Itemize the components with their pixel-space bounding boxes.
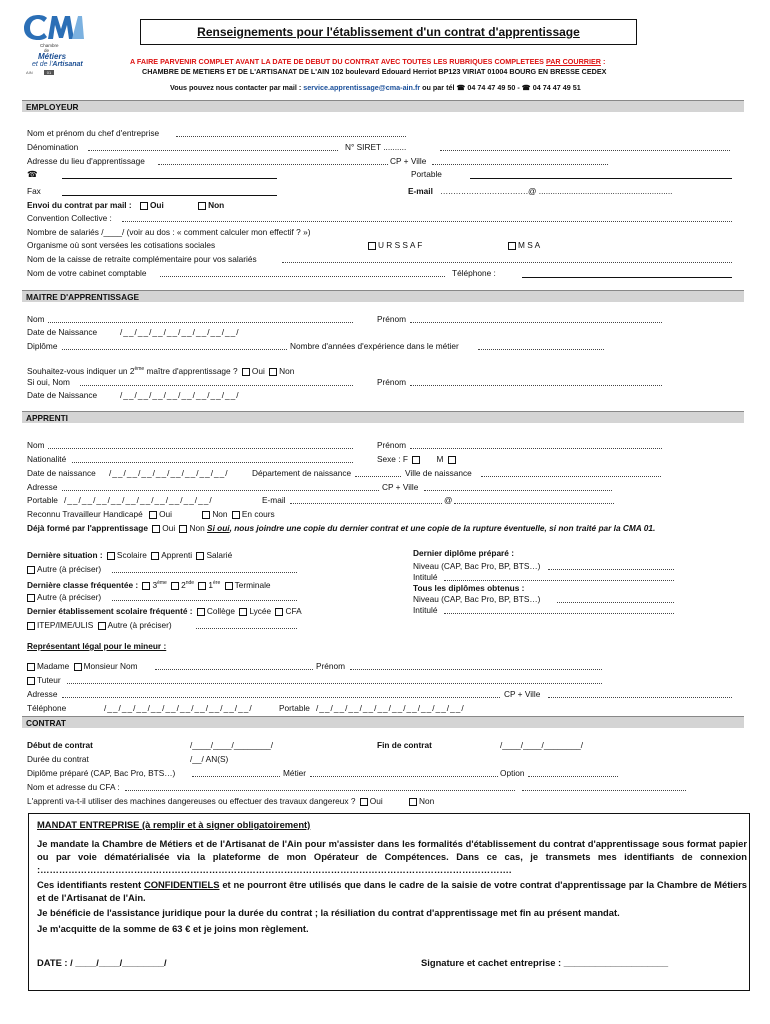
field-maitre-naissance[interactable]: /__/__/__/__/__/__/__/__/	[120, 327, 240, 337]
label-maitre-diplome: Diplôme	[27, 341, 58, 351]
phone-icon: ☎	[27, 169, 38, 179]
section-apprenti: APPRENTI	[22, 411, 744, 423]
field-intitule[interactable]	[444, 572, 674, 581]
rth-oui[interactable]	[149, 511, 157, 519]
logo-badge: 01	[44, 70, 54, 75]
mandat-date[interactable]: DATE : / ____/____/________/	[37, 957, 167, 968]
field-rep-telephone[interactable]: /__/__/__/__/__/__/__/__/__/__/	[104, 703, 253, 713]
field-tuteur[interactable]	[67, 675, 602, 684]
field-maitre2-prenom[interactable]	[410, 377, 662, 386]
envoi-non-checkbox[interactable]	[198, 202, 206, 210]
mandat-box	[28, 813, 750, 991]
madame-checkbox[interactable]	[27, 663, 35, 671]
second-maitre-question: Souhaitez-vous indiquer un 2ème maître d'apprentissage ? Oui Non	[27, 365, 295, 376]
label-email: E-mail	[408, 186, 433, 196]
field-duree[interactable]: /__/ AN(S)	[190, 754, 229, 764]
field-maitre-diplome[interactable]	[62, 341, 287, 350]
field-etab-autre[interactable]	[196, 620, 297, 629]
field-rep-nom[interactable]	[155, 661, 313, 670]
label-adresse-apprentissage: Adresse du lieu d'apprentissage	[27, 156, 145, 166]
field-metier[interactable]	[310, 768, 498, 777]
label-apprenti-email: E-mail	[262, 495, 286, 505]
field-rep-prenom[interactable]	[350, 661, 602, 670]
field-apprenti-adresse[interactable]	[62, 482, 379, 491]
address: CHAMBRE DE METIERS ET DE L'ARTISANAT DE L'AIN 102 boulevard Edouard Herriot BP123 VIRIAT 01004 BOURG EN BRESSE CEDEX	[142, 67, 607, 76]
derniere-classe: Dernière classe fréquentée : 3ème 2nde 1ère Terminale	[27, 579, 271, 590]
field-rep-cp[interactable]	[548, 689, 732, 698]
label-maitre2-prenom: Prénom	[377, 377, 407, 387]
label-chef: Nom et prénom du chef d'entreprise	[27, 128, 160, 138]
machines-non[interactable]	[409, 798, 417, 806]
label-rep-cp: CP + Ville	[504, 689, 541, 699]
label-telephone-cabinet: Téléphone :	[452, 268, 496, 278]
label-cabinet: Nom de votre cabinet comptable	[27, 268, 147, 278]
mandat-p4: Je m'acquitte de la somme de 63 € et je joins mon règlement.	[37, 923, 309, 934]
deja-forme-non[interactable]	[179, 525, 187, 533]
label-si-oui-nom: Si oui, Nom	[27, 377, 70, 387]
field-niveau2[interactable]	[557, 594, 674, 603]
deja-forme-line: Déjà formé par l'apprentissage Oui Non Si oui, nous joindre une copie du dernier contrat et une copie de la rupture éventuelle, si non traité par la CMA 01.	[27, 523, 656, 533]
label-intitule2: Intitulé	[413, 605, 438, 615]
label-maitre-naissance: Date de Naissance	[27, 327, 98, 337]
tuteur-option[interactable]: Tuteur	[27, 675, 61, 685]
envoi-oui-checkbox[interactable]	[140, 202, 148, 210]
logo-artisanat: et de l'Artisanat	[32, 61, 83, 68]
field-intitule2[interactable]	[444, 605, 674, 614]
label-maitre2-naissance: Date de Naissance	[27, 390, 98, 400]
label-denomination: Dénomination	[27, 142, 79, 152]
label-rep-prenom: Prénom	[316, 661, 346, 671]
etab-autre-checkbox[interactable]	[98, 622, 106, 630]
field-ville-naissance[interactable]	[481, 468, 661, 477]
field-apprenti-prenom[interactable]	[410, 440, 662, 449]
deja-forme-oui[interactable]	[152, 525, 160, 533]
field-chef[interactable]	[176, 128, 406, 137]
sexe-options: Sexe : F M	[377, 454, 458, 464]
etab-itep: ITEP/IME/ULIS Autre (à préciser)	[27, 620, 172, 630]
label-dernier-diplome: Dernier diplôme préparé :	[413, 548, 514, 558]
label-maitre-nom: Nom	[27, 314, 45, 324]
section-employeur: EMPLOYEUR	[22, 100, 744, 112]
label-maitre-prenom: Prénom	[377, 314, 407, 324]
urssaf-option[interactable]: U R S S A F	[366, 240, 422, 250]
email-at: @	[444, 495, 453, 505]
contact-email-link[interactable]: service.apprentissage@cma-ain.fr	[303, 83, 421, 92]
mandat-signature[interactable]: Signature et cachet entreprise : ____________________	[421, 957, 669, 968]
label-apprenti-naissance: Date de naissance	[27, 468, 96, 478]
rth-en-cours[interactable]	[232, 511, 240, 519]
classe-terminale[interactable]	[225, 582, 233, 590]
field-fin-contrat[interactable]: /____/____/________/	[500, 740, 584, 750]
field-experience[interactable]	[478, 341, 604, 350]
label-siret: N° SIRET ..........	[345, 142, 407, 152]
label-organisme: Organisme où sont versées les cotisations sociales	[27, 240, 216, 250]
classe-3eme[interactable]	[142, 582, 150, 590]
field-maitre-nom[interactable]	[48, 314, 353, 323]
label-apprenti-nom: Nom	[27, 440, 45, 450]
label-experience: Nombre d'années d'expérience dans le métier	[290, 341, 459, 351]
label-option: Option	[500, 768, 525, 778]
title-box	[140, 19, 637, 45]
field-telephone-cabinet[interactable]	[522, 276, 732, 278]
logo-metiers: Métiers	[38, 52, 67, 61]
field-cp-ville[interactable]	[432, 156, 608, 165]
field-rep-adresse[interactable]	[62, 689, 500, 698]
label-fax: Fax	[27, 186, 41, 196]
label-apprenti-cp: CP + Ville	[382, 482, 419, 492]
msa-option[interactable]: M S A	[506, 240, 540, 250]
label-debut-contrat: Début de contrat	[27, 740, 93, 750]
section-contrat: CONTRAT	[22, 716, 744, 728]
section-maitre: MAITRE D'APPRENTISSAGE	[22, 290, 744, 302]
representant-civilite: Madame Monsieur Nom	[27, 661, 138, 671]
cma-logo	[22, 12, 84, 74]
field-maitre-prenom[interactable]	[410, 314, 662, 323]
label-niveau: Niveau (CAP, Bac Pro, BP, BTS…)	[413, 561, 541, 571]
field-maitre2-nom[interactable]	[80, 377, 353, 386]
classe-2nde[interactable]	[171, 582, 179, 590]
field-cfa[interactable]	[125, 782, 515, 791]
logo-ain: AIN	[26, 70, 33, 75]
field-cfa-2[interactable]	[522, 782, 686, 791]
second-maitre-non[interactable]	[269, 368, 277, 376]
label-rep-adresse: Adresse	[27, 689, 58, 699]
field-rep-portable[interactable]: /__/__/__/__/__/__/__/__/__/__/	[316, 703, 465, 713]
label-apprenti-portable: Portable	[27, 495, 58, 505]
field-apprenti-email[interactable]	[290, 495, 442, 504]
field-apprenti-email-domain[interactable]	[454, 495, 614, 504]
field-maitre2-naissance[interactable]: /__/__/__/__/__/__/__/__/	[120, 390, 240, 400]
label-ville-naissance: Ville de naissance	[405, 468, 472, 478]
field-classe-autre[interactable]	[112, 592, 297, 601]
sexe-f-checkbox[interactable]	[412, 456, 420, 464]
field-email[interactable]: …..…..…..…..…..…..….@ ..........................................................	[440, 186, 673, 196]
field-caisse[interactable]	[282, 254, 732, 263]
mandat-title: MANDAT ENTREPRISE (à remplir et à signer obligatoirement)	[37, 819, 311, 830]
field-telephone[interactable]	[62, 177, 277, 179]
field-siret[interactable]	[440, 142, 730, 151]
classe-autre[interactable]: Autre (à préciser)	[27, 592, 101, 602]
label-dept-naissance: Département de naissance	[252, 468, 352, 478]
notice: A FAIRE PARVENIR COMPLET AVANT LA DATE DE DEBUT DU CONTRAT AVEC TOUTES LES RUBRIQUES COMPLETEES PAR COURRIER :	[130, 57, 606, 66]
label-cfa: Nom et adresse du CFA :	[27, 782, 120, 792]
mandat-p1: Je mandate la Chambre de Métiers et de l'Artisanat de l'Ain pour m'assister dans les formalités d'établissement du contrat d'apprentissage sous format papier ou par voie dématérialisée via la plateforme de mon Opérateur de Compétences. Dans ce cas, je transmets mes identifiants de connexion :…………………………………………………………………………………………………………………………………….	[37, 838, 747, 875]
etab-college[interactable]	[197, 608, 205, 616]
label-apprenti-adresse: Adresse	[27, 482, 58, 492]
field-dept-naissance[interactable]	[355, 468, 401, 477]
notice-courrier: PAR COURRIER	[545, 57, 601, 66]
label-niveau2: Niveau (CAP, Bac Pro, BP, BTS…)	[413, 594, 541, 604]
label-fin-contrat: Fin de contrat	[377, 740, 432, 750]
classe-1ere[interactable]	[198, 582, 206, 590]
cma-logo-mark	[22, 12, 84, 42]
etab-itep-checkbox[interactable]	[27, 622, 35, 630]
dernier-etablissement: Dernier établissement scolaire fréquenté : Collège Lycée CFA	[27, 606, 302, 616]
derniere-situation: Dernière situation : Scolaire Apprenti Salarié	[27, 550, 233, 560]
field-apprenti-nom[interactable]	[48, 440, 353, 449]
situation-autre[interactable]: Autre (à préciser)	[27, 564, 101, 574]
mandat-p3: Je bénéficie de l'assistance juridique pour la durée du contrat ; la résiliation du contrat d'apprentissage met fin au présent mandat.	[37, 907, 620, 918]
label-portable: Portable	[411, 169, 442, 179]
label-diplome-prepare: Diplôme préparé (CAP, Bac Pro, BTS…)	[27, 768, 176, 778]
field-debut-contrat[interactable]: /____/____/________/	[190, 740, 274, 750]
field-nationalite[interactable]	[72, 454, 353, 463]
logo-chambre: Chambre	[40, 43, 59, 48]
machines-question: L'apprenti va-t-il utiliser des machines dangereuses ou effectuer des travaux dangereux ? Oui Non	[27, 796, 435, 806]
label-intitule: Intitulé	[413, 572, 438, 582]
rth-line: Reconnu Travailleur Handicapé Oui Non En cours	[27, 509, 275, 519]
label-caisse: Nom de la caisse de retraite complémentaire pour vos salariés	[27, 254, 257, 264]
machines-oui[interactable]	[360, 798, 368, 806]
etab-cfa[interactable]	[275, 608, 283, 616]
situation-scolaire[interactable]	[107, 552, 115, 560]
field-fax[interactable]	[62, 194, 277, 196]
label-nationalite: Nationalité	[27, 454, 67, 464]
label-rep-portable: Portable	[279, 703, 310, 713]
contact-line: Vous pouvez nous contacter par mail : service.apprentissage@cma-ain.fr ou par tél ☎ 04 74 47 49 50 - ☎ 04 74 47 49 51	[170, 83, 581, 92]
situation-salarie[interactable]	[196, 552, 204, 560]
representant-heading: Représentant légal pour le mineur :	[27, 641, 167, 651]
field-portable[interactable]	[470, 177, 732, 179]
mandat-p2: Ces identifiants restent CONFIDENTIELS et ne pourront être utilisés que dans le cadre de la saisie de votre contrat d'apprentissage par la Chambre de Métiers et de l'Artisanat de l'Ain.	[37, 879, 747, 903]
field-option[interactable]	[528, 768, 618, 777]
label-convention: Convention Collective :	[27, 213, 112, 223]
logo-de: de	[44, 48, 50, 53]
situation-apprenti[interactable]	[151, 552, 159, 560]
label-diplomes-obtenus: Tous les diplômes obtenus :	[413, 583, 525, 593]
label-salaries: Nombre de salariés /____/ (voir au dos : « comment calculer mon effectif ? »)	[27, 227, 311, 237]
envoi-mail: Envoi du contrat par mail : Oui Non	[27, 200, 225, 210]
field-niveau[interactable]	[548, 561, 674, 570]
field-convention[interactable]	[122, 213, 732, 222]
field-apprenti-naissance[interactable]: /__/__/__/__/__/__/__/__/	[109, 468, 229, 478]
label-rep-telephone: Téléphone	[27, 703, 67, 713]
sexe-m-checkbox[interactable]	[448, 456, 456, 464]
etab-lycee[interactable]	[239, 608, 247, 616]
rth-non[interactable]	[202, 511, 210, 519]
field-adresse-apprentissage[interactable]	[158, 156, 388, 165]
field-apprenti-cp[interactable]	[424, 482, 612, 491]
label-metier: Métier	[283, 768, 307, 778]
second-maitre-oui[interactable]	[242, 368, 250, 376]
label-duree: Durée du contrat	[27, 754, 89, 764]
field-diplome-prepare[interactable]	[192, 768, 280, 777]
page-title: Renseignements pour l'établissement d'un contrat d'apprentissage	[197, 25, 580, 39]
label-cp-ville: CP + Ville	[390, 156, 427, 166]
monsieur-checkbox[interactable]	[74, 663, 82, 671]
field-denomination[interactable]	[88, 142, 338, 151]
field-cabinet[interactable]	[160, 268, 445, 277]
field-apprenti-portable[interactable]: /__/__/__/__/__/__/__/__/__/__/	[64, 495, 213, 505]
field-situation-autre[interactable]	[112, 564, 297, 573]
label-apprenti-prenom: Prénom	[377, 440, 407, 450]
